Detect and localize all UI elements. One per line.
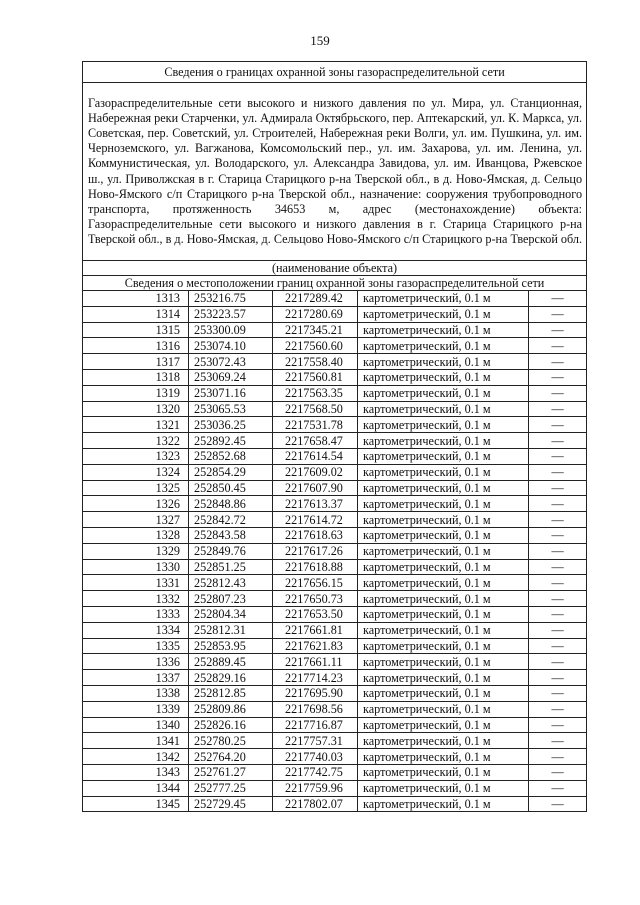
y-coordinate-cell: 2217568.50 [273, 401, 358, 417]
page-number: 159 [310, 33, 330, 48]
note-cell: — [529, 717, 587, 733]
y-coordinate-cell: 2217698.56 [273, 701, 358, 717]
point-number-cell: 1331 [83, 575, 189, 591]
y-coordinate-cell: 2217560.60 [273, 338, 358, 354]
method-cell: картометрический, 0.1 м [358, 575, 529, 591]
x-coordinate-cell: 252809.86 [189, 701, 273, 717]
table-row [83, 496, 587, 512]
table-row [83, 449, 587, 465]
note-cell: — [529, 654, 587, 670]
y-coordinate-cell: 2217345.21 [273, 322, 358, 338]
y-coordinate-cell: 2217653.50 [273, 607, 358, 623]
boundary-table [82, 61, 587, 812]
method-cell: картометрический, 0.1 м [358, 749, 529, 765]
x-coordinate-cell: 252812.43 [189, 575, 273, 591]
point-number-cell: 1318 [83, 370, 189, 386]
y-coordinate-cell: 2217609.02 [273, 464, 358, 480]
note-cell: — [529, 622, 587, 638]
method-cell: картометрический, 0.1 м [358, 338, 529, 354]
table-row [83, 370, 587, 386]
point-number-cell: 1330 [83, 559, 189, 575]
x-coordinate-cell: 252852.68 [189, 449, 273, 465]
x-coordinate-cell: 253074.10 [189, 338, 273, 354]
method-cell: картометрический, 0.1 м [358, 780, 529, 796]
method-cell: картометрический, 0.1 м [358, 733, 529, 749]
note-cell: — [529, 354, 587, 370]
x-coordinate-cell: 252804.34 [189, 607, 273, 623]
note-cell: — [529, 306, 587, 322]
table-row [83, 638, 587, 654]
y-coordinate-cell: 2217560.81 [273, 370, 358, 386]
table-row [83, 401, 587, 417]
method-cell: картометрический, 0.1 м [358, 638, 529, 654]
table-row [83, 607, 587, 623]
point-number-cell: 1339 [83, 701, 189, 717]
table-row [83, 701, 587, 717]
object-caption: (наименование объекта) [83, 261, 587, 276]
x-coordinate-cell: 253300.09 [189, 322, 273, 338]
point-number-cell: 1345 [83, 796, 189, 812]
note-cell: — [529, 685, 587, 701]
table-row [83, 354, 587, 370]
y-coordinate-cell: 2217618.63 [273, 528, 358, 544]
table-row [83, 749, 587, 765]
x-coordinate-cell: 252892.45 [189, 433, 273, 449]
y-coordinate-cell: 2217742.75 [273, 764, 358, 780]
note-cell: — [529, 464, 587, 480]
table-row [83, 591, 587, 607]
table-row [83, 543, 587, 559]
table-row [83, 654, 587, 670]
y-coordinate-cell: 2217614.54 [273, 449, 358, 465]
table-row [83, 480, 587, 496]
table-row [83, 670, 587, 686]
note-cell: — [529, 749, 587, 765]
note-cell: — [529, 764, 587, 780]
x-coordinate-cell: 252843.58 [189, 528, 273, 544]
y-coordinate-cell: 2217563.35 [273, 385, 358, 401]
y-coordinate-cell: 2217661.81 [273, 622, 358, 638]
x-coordinate-cell: 252777.25 [189, 780, 273, 796]
table-row [83, 622, 587, 638]
x-coordinate-cell: 252848.86 [189, 496, 273, 512]
x-coordinate-cell: 253036.25 [189, 417, 273, 433]
method-cell: картометрический, 0.1 м [358, 370, 529, 386]
note-cell: — [529, 496, 587, 512]
point-number-cell: 1324 [83, 464, 189, 480]
x-coordinate-cell: 252780.25 [189, 733, 273, 749]
x-coordinate-cell: 252889.45 [189, 654, 273, 670]
point-number-cell: 1333 [83, 607, 189, 623]
note-cell: — [529, 575, 587, 591]
y-coordinate-cell: 2217650.73 [273, 591, 358, 607]
point-number-cell: 1329 [83, 543, 189, 559]
x-coordinate-cell: 253072.43 [189, 354, 273, 370]
point-number-cell: 1332 [83, 591, 189, 607]
note-cell: — [529, 733, 587, 749]
point-number-cell: 1316 [83, 338, 189, 354]
note-cell: — [529, 638, 587, 654]
point-number-cell: 1327 [83, 512, 189, 528]
method-cell: картометрический, 0.1 м [358, 417, 529, 433]
y-coordinate-cell: 2217714.23 [273, 670, 358, 686]
method-cell: картометрический, 0.1 м [358, 385, 529, 401]
y-coordinate-cell: 2217621.83 [273, 638, 358, 654]
y-coordinate-cell: 2217757.31 [273, 733, 358, 749]
table-row [83, 433, 587, 449]
point-number-cell: 1338 [83, 685, 189, 701]
section-title: Сведения о границах охранной зоны газораспределительной сети [83, 62, 587, 83]
table-row [83, 291, 587, 307]
note-cell: — [529, 322, 587, 338]
location-heading: Сведения о местоположении границ охранной зоны газораспределительной сети [83, 276, 587, 291]
method-cell: картометрический, 0.1 м [358, 401, 529, 417]
point-number-cell: 1336 [83, 654, 189, 670]
object-description: Газораспределительные сети высокого и низкого давления по ул. Мира, ул. Станционная, Набережная реки Старченки, ул. Адмирала Октябрьского, пер. Аптекарский, ул. К. Маркса, ул. Советская, пер. Советский, ул. Строителей, Набережная реки Волги, ул. им. Пушкина, ул. им. Черноземского, ул. Вагжанова, Комсомольский пер., ул. им. Захарова, ул. им. Ленина, ул. Коммунистическая, ул. Володарского, ул. Александра Завидова, ул. им. Иванцова, Ржевское ш., ул. Приволжская в г. Старица Старицкого р-на Тверской обл., в д. Ново-Ямская, д. Сельцо Ново-Ямского с/п Старицкого р-на Тверской обл., назначение: сооружения трубопроводного транспорта, протяженность 34653 м, адрес (местонахождение) объекта: Газораспределительные сети высокого и низкого давления в г. Старица Старицкого р-на Тверской обл., в д. Ново-Ямская, д. Сельцово Ново-Ямского с/п Старицкого р-на Тверской обл. [83, 83, 587, 261]
method-cell: картометрический, 0.1 м [358, 654, 529, 670]
method-cell: картометрический, 0.1 м [358, 464, 529, 480]
method-cell: картометрический, 0.1 м [358, 306, 529, 322]
method-cell: картометрический, 0.1 м [358, 622, 529, 638]
table-row [83, 796, 587, 812]
table-row [83, 559, 587, 575]
point-number-cell: 1341 [83, 733, 189, 749]
y-coordinate-cell: 2217280.69 [273, 306, 358, 322]
method-cell: картометрический, 0.1 м [358, 433, 529, 449]
table-row [83, 322, 587, 338]
note-cell: — [529, 512, 587, 528]
method-cell: картометрический, 0.1 м [358, 528, 529, 544]
table-row [83, 385, 587, 401]
point-number-cell: 1344 [83, 780, 189, 796]
note-cell: — [529, 528, 587, 544]
note-cell: — [529, 385, 587, 401]
table-row [83, 512, 587, 528]
x-coordinate-cell: 252853.95 [189, 638, 273, 654]
note-cell: — [529, 591, 587, 607]
point-number-cell: 1315 [83, 322, 189, 338]
x-coordinate-cell: 253223.57 [189, 306, 273, 322]
point-number-cell: 1321 [83, 417, 189, 433]
note-cell: — [529, 480, 587, 496]
y-coordinate-cell: 2217656.15 [273, 575, 358, 591]
x-coordinate-cell: 252849.76 [189, 543, 273, 559]
table-row [83, 685, 587, 701]
note-cell: — [529, 401, 587, 417]
note-cell: — [529, 670, 587, 686]
y-coordinate-cell: 2217607.90 [273, 480, 358, 496]
point-number-cell: 1325 [83, 480, 189, 496]
method-cell: картометрический, 0.1 м [358, 449, 529, 465]
y-coordinate-cell: 2217614.72 [273, 512, 358, 528]
note-cell: — [529, 449, 587, 465]
point-number-cell: 1335 [83, 638, 189, 654]
method-cell: картометрический, 0.1 м [358, 796, 529, 812]
y-coordinate-cell: 2217617.26 [273, 543, 358, 559]
method-cell: картометрический, 0.1 м [358, 591, 529, 607]
x-coordinate-cell: 253071.16 [189, 385, 273, 401]
table-row [83, 575, 587, 591]
method-cell: картометрический, 0.1 м [358, 685, 529, 701]
method-cell: картометрический, 0.1 м [358, 701, 529, 717]
x-coordinate-cell: 252812.31 [189, 622, 273, 638]
x-coordinate-cell: 252850.45 [189, 480, 273, 496]
y-coordinate-cell: 2217661.11 [273, 654, 358, 670]
method-cell: картометрический, 0.1 м [358, 496, 529, 512]
y-coordinate-cell: 2217716.87 [273, 717, 358, 733]
y-coordinate-cell: 2217740.03 [273, 749, 358, 765]
note-cell: — [529, 607, 587, 623]
y-coordinate-cell: 2217613.37 [273, 496, 358, 512]
method-cell: картометрический, 0.1 м [358, 559, 529, 575]
note-cell: — [529, 543, 587, 559]
y-coordinate-cell: 2217531.78 [273, 417, 358, 433]
note-cell: — [529, 417, 587, 433]
point-number-cell: 1314 [83, 306, 189, 322]
note-cell: — [529, 780, 587, 796]
y-coordinate-cell: 2217658.47 [273, 433, 358, 449]
x-coordinate-cell: 252761.27 [189, 764, 273, 780]
point-number-cell: 1313 [83, 291, 189, 307]
point-number-cell: 1326 [83, 496, 189, 512]
table-row [83, 464, 587, 480]
point-number-cell: 1322 [83, 433, 189, 449]
y-coordinate-cell: 2217558.40 [273, 354, 358, 370]
x-coordinate-cell: 252807.23 [189, 591, 273, 607]
table-row [83, 417, 587, 433]
x-coordinate-cell: 252829.16 [189, 670, 273, 686]
table-row [83, 528, 587, 544]
x-coordinate-cell: 253065.53 [189, 401, 273, 417]
x-coordinate-cell: 252842.72 [189, 512, 273, 528]
method-cell: картометрический, 0.1 м [358, 354, 529, 370]
method-cell: картометрический, 0.1 м [358, 322, 529, 338]
method-cell: картометрический, 0.1 м [358, 543, 529, 559]
x-coordinate-cell: 252729.45 [189, 796, 273, 812]
x-coordinate-cell: 252854.29 [189, 464, 273, 480]
method-cell: картометрический, 0.1 м [358, 480, 529, 496]
note-cell: — [529, 701, 587, 717]
point-number-cell: 1334 [83, 622, 189, 638]
y-coordinate-cell: 2217289.42 [273, 291, 358, 307]
method-cell: картометрический, 0.1 м [358, 670, 529, 686]
y-coordinate-cell: 2217802.07 [273, 796, 358, 812]
method-cell: картометрический, 0.1 м [358, 607, 529, 623]
point-number-cell: 1319 [83, 385, 189, 401]
table-row [83, 780, 587, 796]
note-cell: — [529, 338, 587, 354]
x-coordinate-cell: 252764.20 [189, 749, 273, 765]
y-coordinate-cell: 2217618.88 [273, 559, 358, 575]
point-number-cell: 1337 [83, 670, 189, 686]
point-number-cell: 1328 [83, 528, 189, 544]
x-coordinate-cell: 252812.85 [189, 685, 273, 701]
note-cell: — [529, 559, 587, 575]
note-cell: — [529, 370, 587, 386]
point-number-cell: 1343 [83, 764, 189, 780]
method-cell: картометрический, 0.1 м [358, 764, 529, 780]
point-number-cell: 1317 [83, 354, 189, 370]
x-coordinate-cell: 253216.75 [189, 291, 273, 307]
note-cell: — [529, 796, 587, 812]
point-number-cell: 1320 [83, 401, 189, 417]
y-coordinate-cell: 2217695.90 [273, 685, 358, 701]
point-number-cell: 1323 [83, 449, 189, 465]
table-row [83, 733, 587, 749]
x-coordinate-cell: 253069.24 [189, 370, 273, 386]
y-coordinate-cell: 2217759.96 [273, 780, 358, 796]
method-cell: картометрический, 0.1 м [358, 291, 529, 307]
table-row [83, 306, 587, 322]
point-number-cell: 1342 [83, 749, 189, 765]
table-row [83, 717, 587, 733]
table-row [83, 764, 587, 780]
method-cell: картометрический, 0.1 м [358, 512, 529, 528]
point-number-cell: 1340 [83, 717, 189, 733]
x-coordinate-cell: 252851.25 [189, 559, 273, 575]
note-cell: — [529, 433, 587, 449]
method-cell: картометрический, 0.1 м [358, 717, 529, 733]
x-coordinate-cell: 252826.16 [189, 717, 273, 733]
note-cell: — [529, 291, 587, 307]
table-row [83, 338, 587, 354]
